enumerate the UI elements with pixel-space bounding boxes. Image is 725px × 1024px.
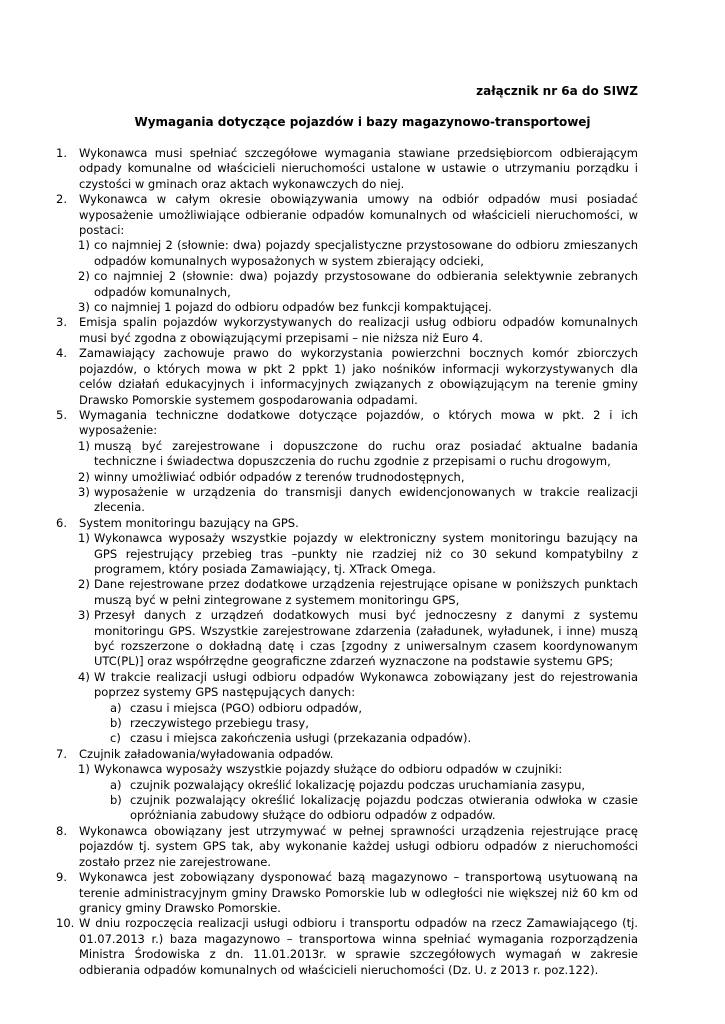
subsub-item-number: b) <box>110 716 122 731</box>
list-item-text: Wymagania techniczne dodatkowe dotyczące pojazdów, o których mowa w pkt. 2 i ich wyposażenie: <box>79 407 638 438</box>
list-item-number: 6. <box>56 515 67 530</box>
list-item <box>56 315 638 346</box>
sub-item-text: Dane rejestrowane przez dodatkowe urządzenia rejestrujące opisane w poniższych punktach muszą być w pełni zintegrowane z systemem monitoringu GPS, <box>94 577 638 607</box>
list-item-text: Zamawiający zachowuje prawo do wykorzystania powierzchni bocznych komór zbiorczych pojazdów, o których mowa w pkt 2 ppkt 1) jako nośników informacji wykorzystywanych dla celów działań edukacyjnych i informacyjnych związanych z obowiązującym na terenie gminy Drawsko Pomorskie systemem gospodarowania odpadami. <box>79 346 638 407</box>
sub-item-number: 2) <box>78 577 90 592</box>
sub-item-number: 1) <box>78 531 90 546</box>
subsub-item-text: rzeczywistego przebiegu trasy, <box>130 716 309 731</box>
sub-item-text: Przesył danych z urządzeń dodatkowych musi być jednoczesny z danymi z systemu monitoringu GPS. Wszystkie zarejestrowane zdarzenia (załadunek, wyładunek, i inne) muszą być rozszerzone o dokładną datę i czas [zgodny z uniwersalnym czasem koordynowanym UTC(PL)] oraz współrzędne geograficzne zdarzeń wyznaczone na podstawie systemu GPS; <box>94 608 638 669</box>
list-item-text: Wykonawca w całym okresie obowiązywania umowy na odbiór odpadów musi posiadać wyposażenie umożliwiające odbieranie odpadów komunalnych od właścicieli nieruchomości, w postaci: <box>79 192 638 238</box>
subsub-item-text: czujnik pozwalający określić lokalizację pojazdu podczas otwierania odwłoka w czasie opróżniania zabudowy służące do odbioru odpadów z odpadów. <box>130 793 638 823</box>
list-item-text: Wykonawca jest zobowiązany dysponować bazą magazynowo – transportową usytuowaną na terenie administracyjnym gminy Drawsko Pomorskie lub w odległości nie większej niż 60 km od granicy gminy Drawsko Pomorskie. <box>79 870 638 915</box>
list-item-number: 9. <box>56 870 67 885</box>
subsub-item-number: b) <box>110 793 122 808</box>
sub-item <box>56 238 638 269</box>
list-item-number: 2. <box>56 192 67 207</box>
sub-item-number: 1) <box>78 438 90 453</box>
list-item <box>56 916 638 978</box>
list-item-number: 4. <box>56 346 67 361</box>
document-title: Wymagania dotyczące pojazdów i bazy magazynowo-transportowej <box>134 115 591 129</box>
subsub-item-text: czasu i miejsca (PGO) odbioru odpadów, <box>130 700 363 715</box>
list-item-text: Czujnik załadowania/wyładowania odpadów. <box>79 746 334 761</box>
sub-item-text: co najmniej 2 (słownie: dwa) pojazdy specjalistyczne przystosowane do odbioru zmieszanych odpadów komunalnych wyposażonych w system zbierający odcieki, <box>94 238 638 268</box>
sub-item <box>56 762 638 777</box>
list-item-number: 1. <box>56 146 67 160</box>
list-item <box>56 346 638 408</box>
sub-item <box>56 485 638 516</box>
subsub-item <box>56 793 638 824</box>
list-item <box>56 824 638 870</box>
sub-item-number: 2) <box>78 269 90 284</box>
list-item-number: 7. <box>56 746 67 761</box>
list-item <box>56 747 638 762</box>
sub-item <box>56 531 638 577</box>
subsub-item <box>56 716 638 731</box>
sub-item-number: 3) <box>78 608 90 623</box>
subsub-item <box>56 778 638 793</box>
list-item <box>56 516 638 531</box>
sub-item-number: 1) <box>78 762 90 777</box>
list-item-text: System monitoringu bazujący na GPS. <box>79 515 299 530</box>
subsub-item-text: czujnik pozwalający określić lokalizację pojazdu podczas uruchamiania zasypu, <box>130 777 586 792</box>
list-item-text: Emisja spalin pojazdów wykorzystywanych do realizacji usług odbioru odpadów komunalnych musi być zgodna z obowiązującymi przepisami – nie niższa niż Euro 4. <box>79 315 638 345</box>
list-item-number: 3. <box>56 315 67 330</box>
sub-item <box>56 269 638 300</box>
list-item <box>56 870 638 916</box>
subsub-item <box>56 701 638 716</box>
sub-item-text: Wykonawca wyposaży wszystkie pojazdy w elektroniczny system monitoringu bazujący na GPS rejestrujący przebieg tras –punkty nie rzadziej niż co 30 sekund kompatybilny z programem, który posiada Zamawiający, tj. XTrack Omega. <box>94 531 638 576</box>
list-item-number: 8. <box>56 823 67 838</box>
sub-item-number: 4) <box>78 669 90 684</box>
list-item-text: Wykonawca musi spełniać szczegółowe wymagania stawiane przedsiębiorcom odbierającym odpady komunalne od właścicieli nieruchomości ustalone w ustawie o utrzymaniu porządku i czystości w gminach oraz aktach wykonawczych do niej. <box>79 146 638 191</box>
list-item-text: W dniu rozpoczęcia realizacji usługi odbioru i transportu odpadów na rzecz Zamawiającego (tj. 01.07.2013 r.) baza magazynowo – transportowa winna spełniać wymagania rozporządzenia Ministra Środowiska z dn. 11.01.2013r. w sprawie szczegółowych wymagań w zakresie odbierania odpadów komunalnych od właścicieli nieruchomości (Dz. U. z 2013 r. poz.122). <box>79 916 638 977</box>
sub-item-text: muszą być zarejestrowane i dopuszczone do ruchu oraz posiadać aktualne badania techniczne i świadectwa dopuszczenia do ruchu zgodnie z przepisami o ruchu drogowym, <box>94 438 638 469</box>
subsub-item-number: a) <box>110 777 122 792</box>
list-item <box>56 408 638 439</box>
sub-item <box>56 439 638 470</box>
sub-item-number: 2) <box>78 469 90 484</box>
sub-item-text: winny umożliwiać odbiór odpadów z terenów trudnodostępnych, <box>94 469 465 484</box>
attachment-label: załącznik nr 6a do SIWZ <box>476 84 638 98</box>
subsub-item-number: a) <box>110 700 122 715</box>
sub-item <box>56 300 638 315</box>
requirements-list <box>56 146 638 978</box>
sub-item <box>56 670 638 701</box>
subsub-item-text: czasu i miejsca zakończenia usługi (przekazania odpadów). <box>130 731 472 746</box>
sub-item-number: 3) <box>78 300 90 315</box>
subsub-item-number: c) <box>110 731 121 746</box>
list-item-text: Wykonawca obowiązany jest utrzymywać w pełnej sprawności urządzenia rejestrujące pracę pojazdów tj. system GPS tak, aby wykonanie każdej usługi odbioru odpadów z nieruchomości zostało przez nie zarejestrowane. <box>79 823 638 869</box>
list-item <box>56 146 638 192</box>
sub-item-number: 3) <box>78 484 90 499</box>
list-item <box>56 192 638 238</box>
sub-item-text: co najmniej 2 (słownie: dwa) pojazdy przystosowane do odbierania selektywnie zebranych odpadów komunalnych, <box>94 269 638 299</box>
sub-item <box>56 577 638 608</box>
list-item-number: 10. <box>56 916 75 931</box>
sub-item-text: co najmniej 1 pojazd do odbioru odpadów bez funkcji kompaktującej. <box>94 300 492 315</box>
sub-item <box>56 470 638 485</box>
sub-item-number: 1) <box>78 238 90 253</box>
sub-item <box>56 608 638 670</box>
subsub-item <box>56 731 638 746</box>
sub-item-text: wyposażenie w urządzenia do transmisji danych ewidencjonowanych w trakcie realizacji zlecenia. <box>94 484 638 515</box>
sub-item-text: W trakcie realizacji usługi odbioru odpadów Wykonawca zobowiązany jest do rejestrowania poprzez systemy GPS następujących danych: <box>94 669 638 700</box>
list-item-number: 5. <box>56 407 67 422</box>
sub-item-text: Wykonawca wyposaży wszystkie pojazdy służące do odbioru odpadów w czujniki: <box>94 762 563 777</box>
